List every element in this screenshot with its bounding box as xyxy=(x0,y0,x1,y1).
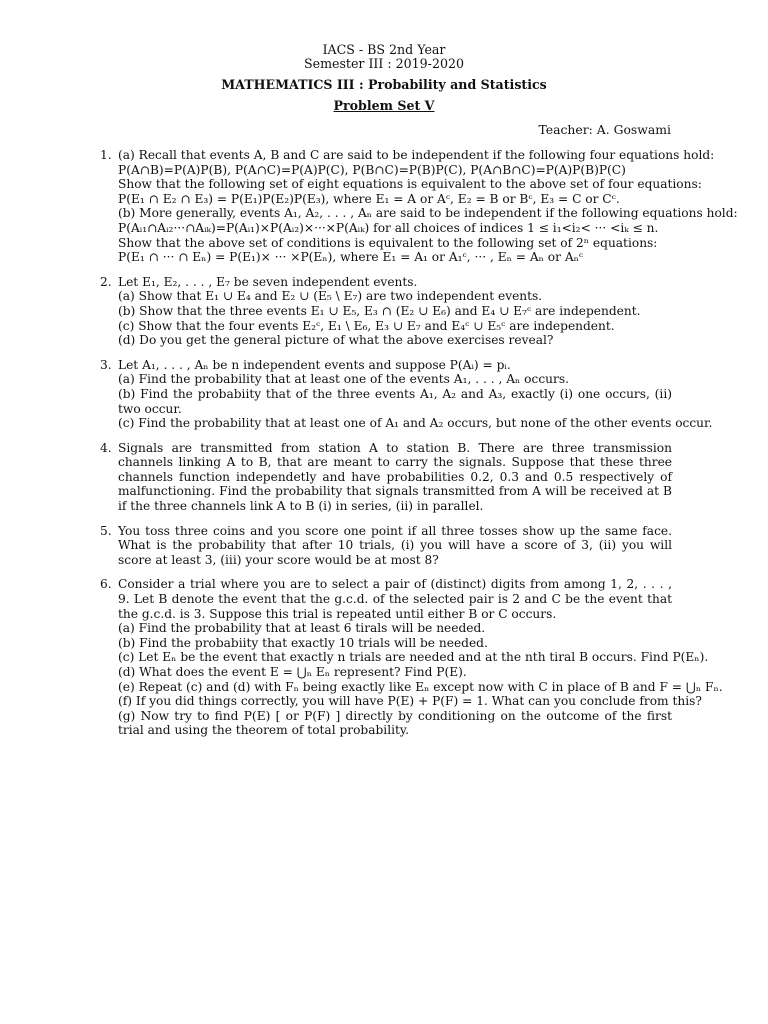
problem-number: 2. xyxy=(100,274,112,289)
problem-line: (b) Find the probabiity that exactly 10 trials will be needed. xyxy=(118,635,488,650)
problem-5 xyxy=(100,524,672,568)
problem-1 xyxy=(100,148,738,265)
problem-line: (c) Let Eₙ be the event that exactly n trials are needed and at the nth tiral B occurs. Find P(Eₙ). xyxy=(118,650,709,665)
problem-line: (b) Find the probabiity that of the three events A₁, A₂ and A₃, exactly (i) one occurs, (ii) two occur. xyxy=(118,386,672,416)
problem-number: 1. xyxy=(100,148,112,162)
problem-line: P(E₁ ∩ ··· ∩ Eₙ) = P(E₁)× ··· ×P(Eₙ), where E₁ = A₁ or A₁ᶜ, ··· , Eₙ = Aₙ or Aₙᶜ xyxy=(118,250,584,265)
problem-line: Show that the following set of eight equations is equivalent to the above set of four equations: xyxy=(118,177,702,192)
problem-line: (a) Recall that events A, B and C are said to be independent if the following four equations hold: xyxy=(118,148,715,162)
problem-line: Consider a trial where you are to select a pair of (distinct) digits from among 1, 2, . . . , 9. Let B denote the event that the g.c.d. of the selected pair is 2 and C be the event that the g.c.d. is 3. Suppose this trial is repeated until either B or C occurs. xyxy=(118,577,672,621)
problem-2 xyxy=(100,275,672,348)
problem-line: (a) Find the probability that at least one of the events A₁, . . . , Aₙ occurs. xyxy=(118,372,569,387)
problem-line: (b) Show that the three events E₁ ∪ E₅, E₃ ∩ (E₂ ∪ E₆) and E₄ ∪ E₇ᶜ are independent. xyxy=(118,303,641,318)
problem-line: (a) Find the probability that at least 6 tirals will be needed. xyxy=(118,621,486,636)
problem-line: You toss three coins and you score one point if all three tosses show up the same face. What is the probability that after 10 trials, (i) you will have a score of 3, (ii) you will score at least 3, (iii) your score would be at most 8? xyxy=(118,523,672,567)
problem-line: Signals are transmitted from station A to station B. There are three transmission channels linking A to B, that are meant to carry the signals. Suppose that these three channels function independetly and have probabilities 0.2, 0.3 and 0.5 respectively of malfunctioning. Find the probability that signals transmitted from A will be received at B if the three channels link A to B (i) in series, (ii) in parallel. xyxy=(118,440,672,514)
problem-line: (e) Repeat (c) and (d) with Fₙ being exactly like Eₙ except now with C in place of B and F = ⋃ₙ Fₙ. xyxy=(118,679,723,694)
problem-number: 3. xyxy=(100,357,112,372)
problem-4 xyxy=(100,441,672,514)
problem-line: P(E₁ ∩ E₂ ∩ E₃) = P(E₁)P(E₂)P(E₃), where E₁ = A or Aᶜ, E₂ = B or Bᶜ, E₃ = C or Cᶜ. xyxy=(118,191,620,206)
problem-line: (g) Now try to find P(E) [ or P(F) ] directly by conditioning on the outcome of the first trial and using the theorem of total probability. xyxy=(118,708,672,738)
problem-3 xyxy=(100,357,713,431)
problem-line: Show that the above set of conditions is equivalent to the following set of 2ⁿ equations: xyxy=(118,235,658,250)
teacher-name: Teacher: A. Goswami xyxy=(538,122,671,137)
problem-6 xyxy=(100,577,723,738)
problem-line: P(Aᵢ₁∩Aᵢ₂···∩Aᵢₖ)=P(Aᵢ₁)×P(Aᵢ₂)×···×P(Aᵢₖ) for all choices of indices 1 ≤ i₁<i₂< ··· <iₖ ≤ n. xyxy=(118,220,659,235)
problem-set-heading: Problem Set V xyxy=(333,98,435,113)
problem-line: (d) What does the event E = ⋃ₙ Eₙ represent? Find P(E). xyxy=(118,665,467,679)
semester-line: Semester III : 2019-2020 xyxy=(303,56,464,71)
course-title: IACS - BS 2nd Year xyxy=(322,42,446,57)
problem-line: (d) Do you get the general picture of what the above exercises reveal? xyxy=(118,333,554,348)
problem-list xyxy=(100,148,738,748)
problem-line: (b) More generally, events A₁, A₂, . . . , Aₙ are said to be independent if the following equations hold: xyxy=(118,206,738,221)
problem-number: 4. xyxy=(100,440,112,455)
problem-line: Let A₁, . . . , Aₙ be n independent events and suppose P(Aᵢ) = pᵢ. xyxy=(118,357,511,372)
problem-line: (f) If you did things correctly, you will have P(E) + P(F) = 1. What can you conclude from this? xyxy=(118,694,702,709)
problem-line: Let E₁, E₂, . . . , E₇ be seven independent events. xyxy=(118,274,418,289)
problem-number: 5. xyxy=(100,523,112,538)
subject-title: MATHEMATICS III : Probability and Statistics xyxy=(221,77,547,92)
problem-line: (c) Find the probability that at least one of A₁ and A₂ occurs, but none of the other events occur. xyxy=(118,416,713,431)
problem-line: (a) Show that E₁ ∪ E₄ and E₂ ∪ (E₅ \ E₇) are two independent events. xyxy=(118,289,543,304)
problem-number: 6. xyxy=(100,577,112,592)
problem-line: (c) Show that the four events E₂ᶜ, E₁ \ E₆, E₃ ∪ E₇ and E₄ᶜ ∪ E₅ᶜ are independent. xyxy=(118,318,615,333)
problem-line: P(A∩B)=P(A)P(B), P(A∩C)=P(A)P(C), P(B∩C)=P(B)P(C), P(A∩B∩C)=P(A)P(B)P(C) xyxy=(118,162,626,177)
